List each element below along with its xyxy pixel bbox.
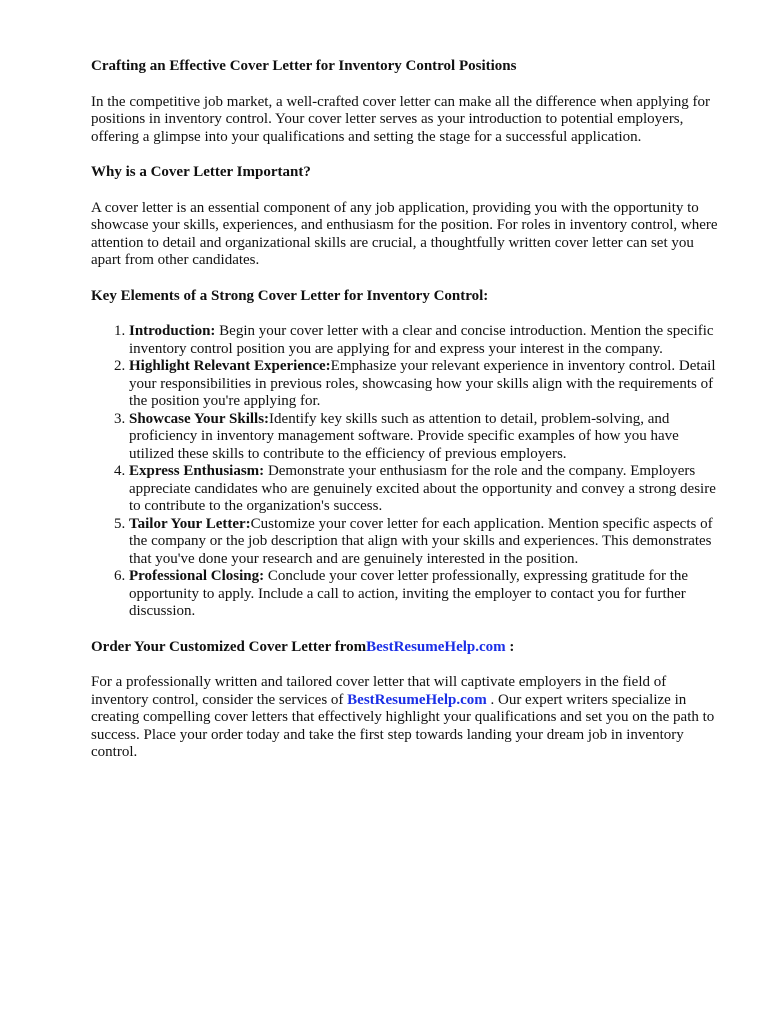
order-heading: [91, 639, 723, 657]
order-heading-suffix: :: [505, 638, 515, 655]
list-item-title: Introduction:: [129, 323, 216, 339]
closing-paragraph: [91, 674, 723, 762]
list-item-title: Highlight Relevant Experience:: [129, 358, 331, 374]
intro-paragraph: In the competitive job market, a well-crafted cover letter can make all the difference when applying for positions in inventory control. Your cover letter serves as your introduction to potential employers, offering a glimpse into your qualifications and setting the stage for a successful application.: [91, 93, 711, 145]
list-item-title: Tailor Your Letter:: [129, 515, 251, 532]
list-item-text: Conclude your cover letter professionally, expressing gratitude for the opportunity to apply. Include a call to action, inviting the employer to contact you for further discussion.: [129, 568, 689, 619]
closing-link[interactable]: BestResumeHelp.com: [347, 691, 487, 708]
order-heading-link[interactable]: BestResumeHelp.com: [366, 638, 506, 655]
document-title: Crafting an Effective Cover Letter for Inventory Control Positions: [91, 58, 517, 74]
list-item-text: Identify key skills such as attention to detail, problem-solving, and proficiency in inventory management software. Provide specific examples of how you have utilized these skills to contribute to the efficiency of previous employers.: [129, 410, 679, 462]
order-heading-text: Order Your Customized Cover Letter from: [91, 638, 367, 655]
closing-text-part2: . Our expert writers specialize in creating compelling cover letters that effectively highlight your qualifications and set you on the path to success. Place your order today and take the first step towards landing your dream job in inventory control.: [91, 691, 715, 760]
list-item: [129, 358, 723, 411]
list-item-text: Customize your cover letter for each application. Mention specific aspects of the company or the job description that align with your skills and experiences. This demonstrates that you've done your research and are genuinely interested in the position.: [129, 515, 713, 567]
list-item: [129, 568, 723, 621]
list-item: [129, 411, 723, 464]
list-item: [129, 323, 723, 358]
key-elements-heading: Key Elements of a Strong Cover Letter for Inventory Control:: [91, 287, 489, 304]
key-elements-list: [91, 323, 723, 621]
list-item-text: Begin your cover letter with a clear and concise introduction. Mention the specific inventory control position you are applying for and express your interest in the company.: [129, 323, 714, 357]
list-item-title: Express Enthusiasm:: [129, 463, 265, 479]
list-item-text: Demonstrate your enthusiasm for the role and the company. Employers appreciate candidates who are genuinely excited about the opportunity and convey a strong desire to contribute to the organization's success.: [129, 463, 716, 514]
document-page: [91, 58, 723, 762]
list-item: [129, 516, 723, 569]
list-item-title: Professional Closing:: [129, 568, 265, 584]
closing-text-part1: For a professionally written and tailored cover letter that will captivate employers in the field of inventory control, consider the services of: [91, 674, 667, 708]
why-paragraph: A cover letter is an essential component of any job application, providing you with the opportunity to showcase your skills, experiences, and enthusiasm for the position. For roles in inventory control, where attention to detail and organizational skills are crucial, a thoughtfully written cover letter can set you apart from other candidates.: [91, 199, 718, 268]
list-item: [129, 463, 723, 516]
why-heading: Why is a Cover Letter Important?: [91, 164, 311, 180]
list-item-title: Showcase Your Skills:: [129, 410, 270, 427]
list-item-text: Emphasize your relevant experience in inventory control. Detail your responsibilities in previous roles, showcasing how your skills align with the requirements of the position you're applying for.: [129, 358, 716, 409]
